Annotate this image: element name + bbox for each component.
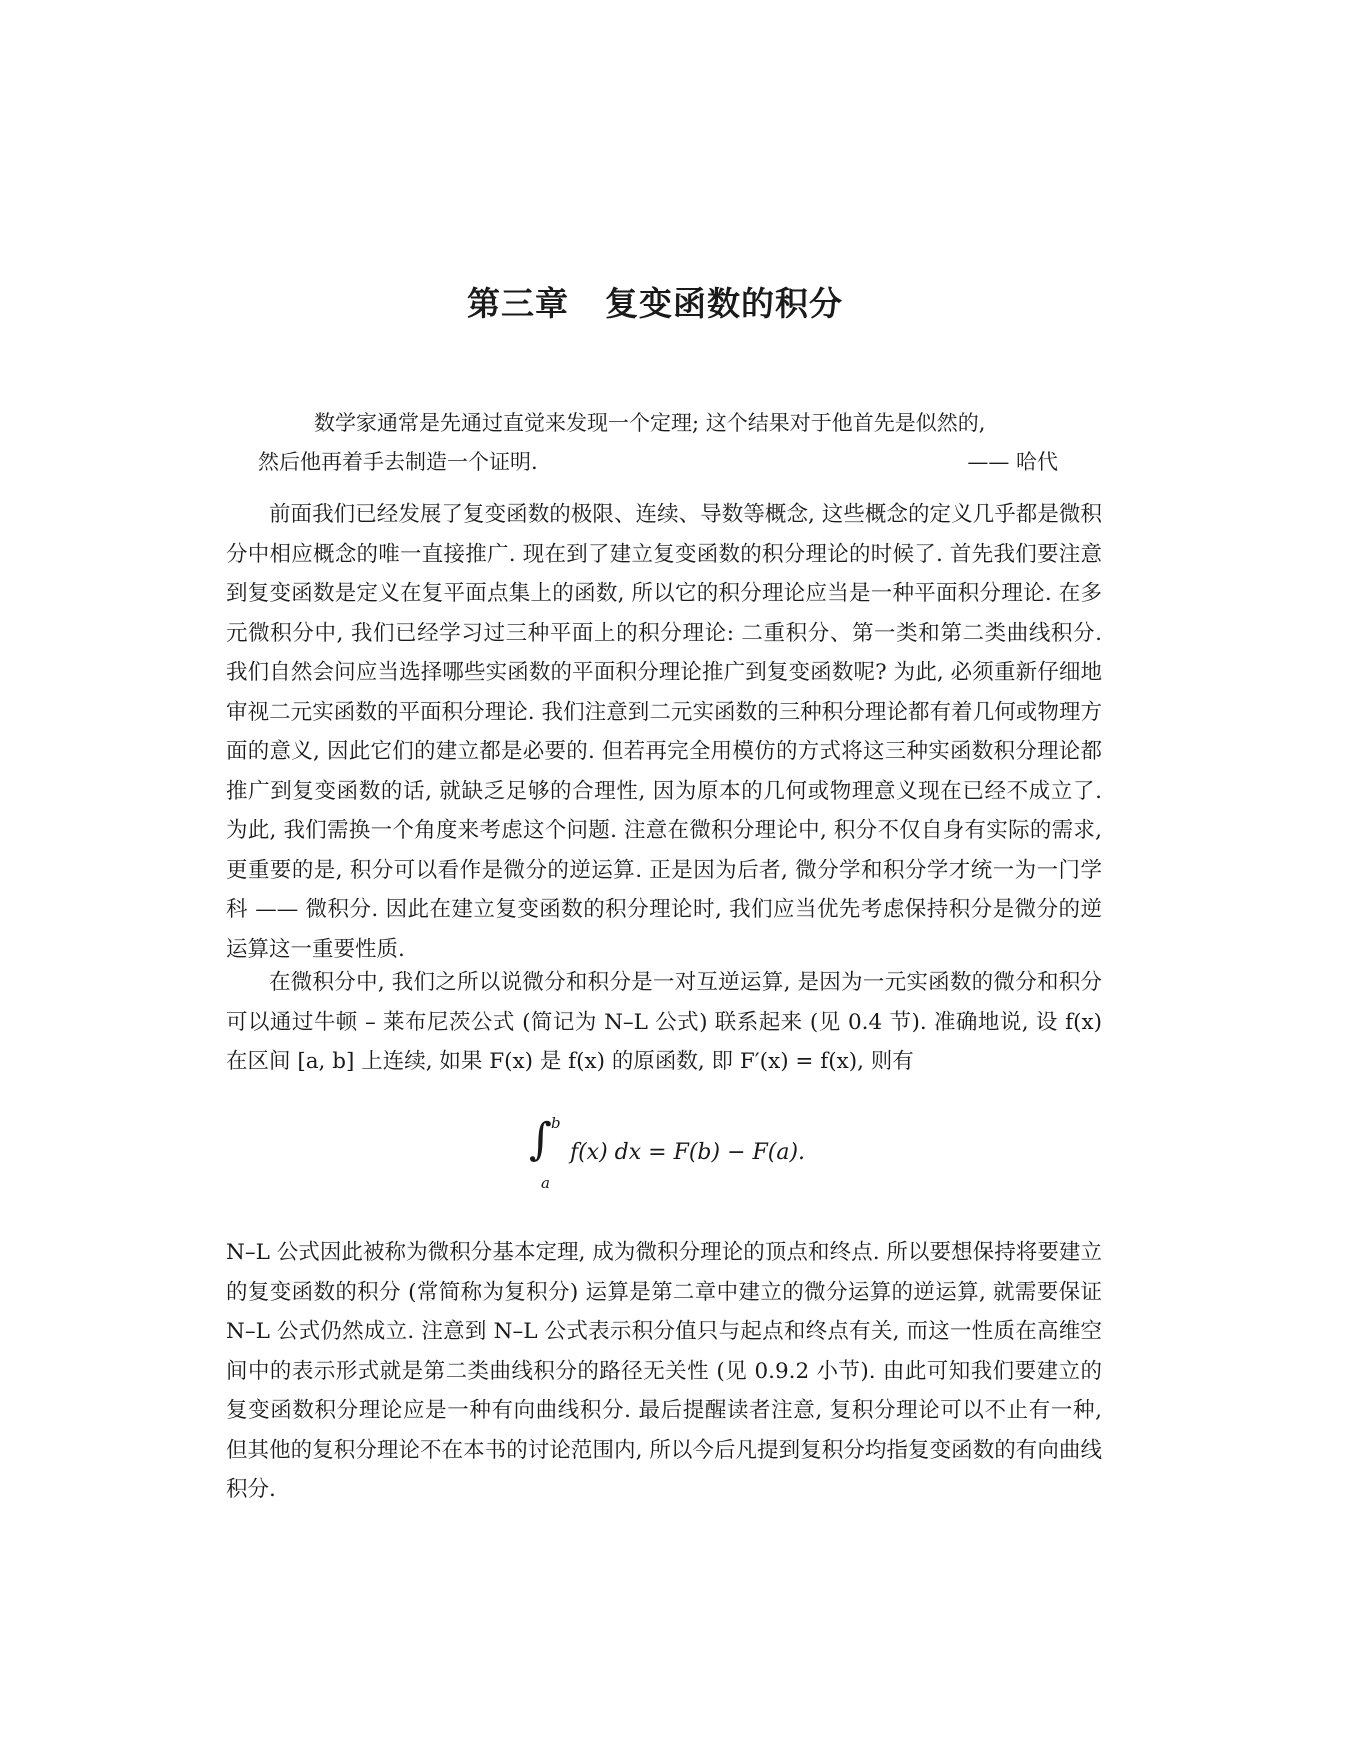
- integral-upper-limit: b: [550, 1114, 561, 1132]
- integral-lower-limit: a: [540, 1174, 550, 1192]
- body-paragraph-2: 在微积分中, 我们之所以说微分和积分是一对互逆运算, 是因为一元实函数的微分和积分可以通过牛顿 – 莱布尼茨公式 (简记为 N–L 公式) 联系起来 (见 0.4 节). 准确地说, 设 f(x) 在区间 [a, b] 上连续, 如果 F(x) 是 f(x) 的原函数, 即 F′(x) = f(x), 则有: [226, 970, 1102, 1074]
- integral-with-limits: [525, 1114, 563, 1192]
- chapter-number: 第三章: [467, 284, 569, 323]
- epigraph-line-1: 数学家通常是先通过直觉来发现一个定理; 这个结果对于他首先是似然的,: [314, 411, 986, 435]
- integral-sign: ∫: [528, 1114, 552, 1165]
- chapter-name: 复变函数的积分: [605, 284, 843, 323]
- newton-leibniz-equation: [0, 1114, 1330, 1192]
- epigraph-line-2-text: 然后他再着手去制造一个证明.: [258, 450, 538, 474]
- epigraph: [258, 404, 1058, 482]
- epigraph-line-2: [258, 443, 1058, 482]
- chapter-title: [0, 278, 1310, 325]
- equation-expression: f(x) dx = F(b) − F(a).: [569, 1139, 806, 1165]
- epigraph-attribution: —— 哈代: [967, 450, 1058, 474]
- body-paragraph-1: 前面我们已经发展了复变函数的极限、连续、导数等概念, 这些概念的定义几乎都是微积分中相应概念的唯一直接推广. 现在到了建立复变函数的积分理论的时候了. 首先我们要注意到复变函数是定义在复平面点集上的函数, 所以它的积分理论应当是一种平面积分理论. 在多元微积分中, 我们已经学习过三种平面上的积分理论: 二重积分、第一类和第二类曲线积分. 我们自然会问应当选择哪些实函数的平面积分理论推广到复变函数呢? 为此, 必须重新仔细地审视二元实函数的平面积分理论. 我们注意到二元实函数的三种积分理论都有着几何或物理方面的意义, 因此它们的建立都是必要的. 但若再完全用模仿的方式将这三种实函数积分理论都推广到复变函数的话, 就缺乏足够的合理性, 因为原本的几何或物理意义现在已经不成立了. 为此, 我们需换一个角度来考虑这个问题. 注意在微积分理论中, 积分不仅自身有实际的需求, 更重要的是, 积分可以看作是微分的逆运算. 正是因为后者, 微分学和积分学才统一为一门学科 —— 微积分. 因此在建立复变函数的积分理论时, 我们应当优先考虑保持积分是微分的逆运算这一重要性质.: [226, 502, 1102, 962]
- body-paragraph-3: N–L 公式因此被称为微积分基本定理, 成为微积分理论的顶点和终点. 所以要想保持将要建立的复变函数的积分 (常简称为复积分) 运算是第二章中建立的微分运算的逆运算, 就需要保证 N–L 公式仍然成立. 注意到 N–L 公式表示积分值只与起点和终点有关, 而这一性质在高维空间中的表示形式就是第二类曲线积分的路径无关性 (见 0.9.2 小节). 由此可知我们要建立的复变函数积分理论应是一种有向曲线积分. 最后提醒读者注意, 复积分理论可以不止有一种, 但其他的复积分理论不在本书的讨论范围内, 所以今后凡提到复积分均指复变函数的有向曲线积分.: [226, 1240, 1102, 1502]
